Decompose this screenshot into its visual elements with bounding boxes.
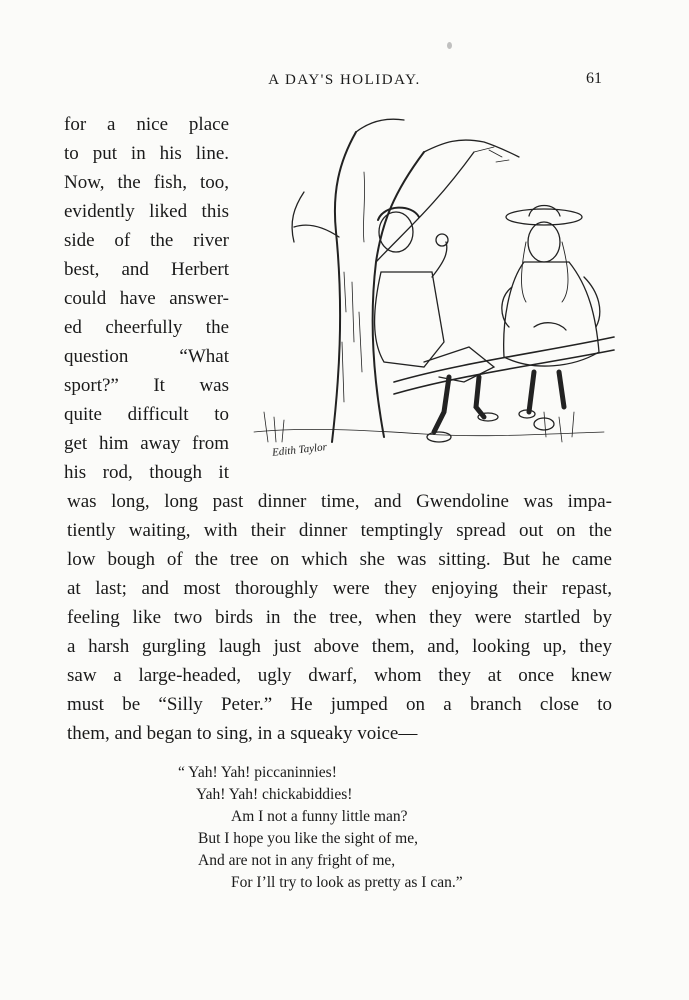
- text-line: side of the river: [64, 230, 229, 251]
- text-line: low bough of the tree on which she was sitting. But he came: [67, 549, 612, 570]
- text-line: sport?” It was: [64, 375, 229, 396]
- text-line: feeling like two birds in the tree, when they were startled by: [67, 607, 612, 628]
- ink-speck: [447, 42, 452, 49]
- text-line: a harsh gurgling laugh just above them, and, looking up, they: [67, 636, 612, 657]
- verse-line: For I’ll try to look as pretty as I can.”: [231, 874, 463, 891]
- verse-line: But I hope you like the sight of me,: [198, 830, 418, 847]
- running-header: A DAY'S HOLIDAY.: [268, 72, 421, 88]
- text-line: was long, long past dinner time, and Gwendoline was impa-: [67, 491, 612, 512]
- text-line: at last; and most thoroughly were they enjoying their repast,: [67, 578, 612, 599]
- text-line: them, and began to sing, in a squeaky voice—: [67, 723, 418, 744]
- text-line: evidently liked this: [64, 201, 229, 222]
- text-line: saw a large-headed, ugly dwarf, whom they at once knew: [67, 665, 612, 686]
- verse-line: “ Yah! Yah! piccaninnies!: [178, 764, 337, 781]
- page-number: 61: [586, 70, 602, 87]
- illustration-children-under-tree: [244, 112, 616, 472]
- verse-line: Yah! Yah! chickabiddies!: [196, 786, 353, 803]
- artist-signature: Edith Taylor: [271, 441, 328, 459]
- text-line: Now, the fish, too,: [64, 172, 229, 193]
- verse-line: Am I not a funny little man?: [231, 808, 408, 825]
- text-line: get him away from: [64, 433, 229, 454]
- text-line: best, and Herbert: [64, 259, 229, 280]
- text-line: tiently waiting, with their dinner temptingly spread out on the: [67, 520, 612, 541]
- verse-line: And are not in any fright of me,: [198, 852, 396, 869]
- text-line: his rod, though it: [64, 462, 229, 483]
- text-line: question “What: [64, 346, 229, 367]
- text-line: ed cheerfully the: [64, 317, 229, 338]
- text-line: to put in his line.: [64, 143, 229, 164]
- text-line: quite difficult to: [64, 404, 229, 425]
- text-line: for a nice place: [64, 114, 229, 135]
- text-line: could have answer-: [64, 288, 229, 309]
- text-line: must be “Silly Peter.” He jumped on a branch close to: [67, 694, 612, 715]
